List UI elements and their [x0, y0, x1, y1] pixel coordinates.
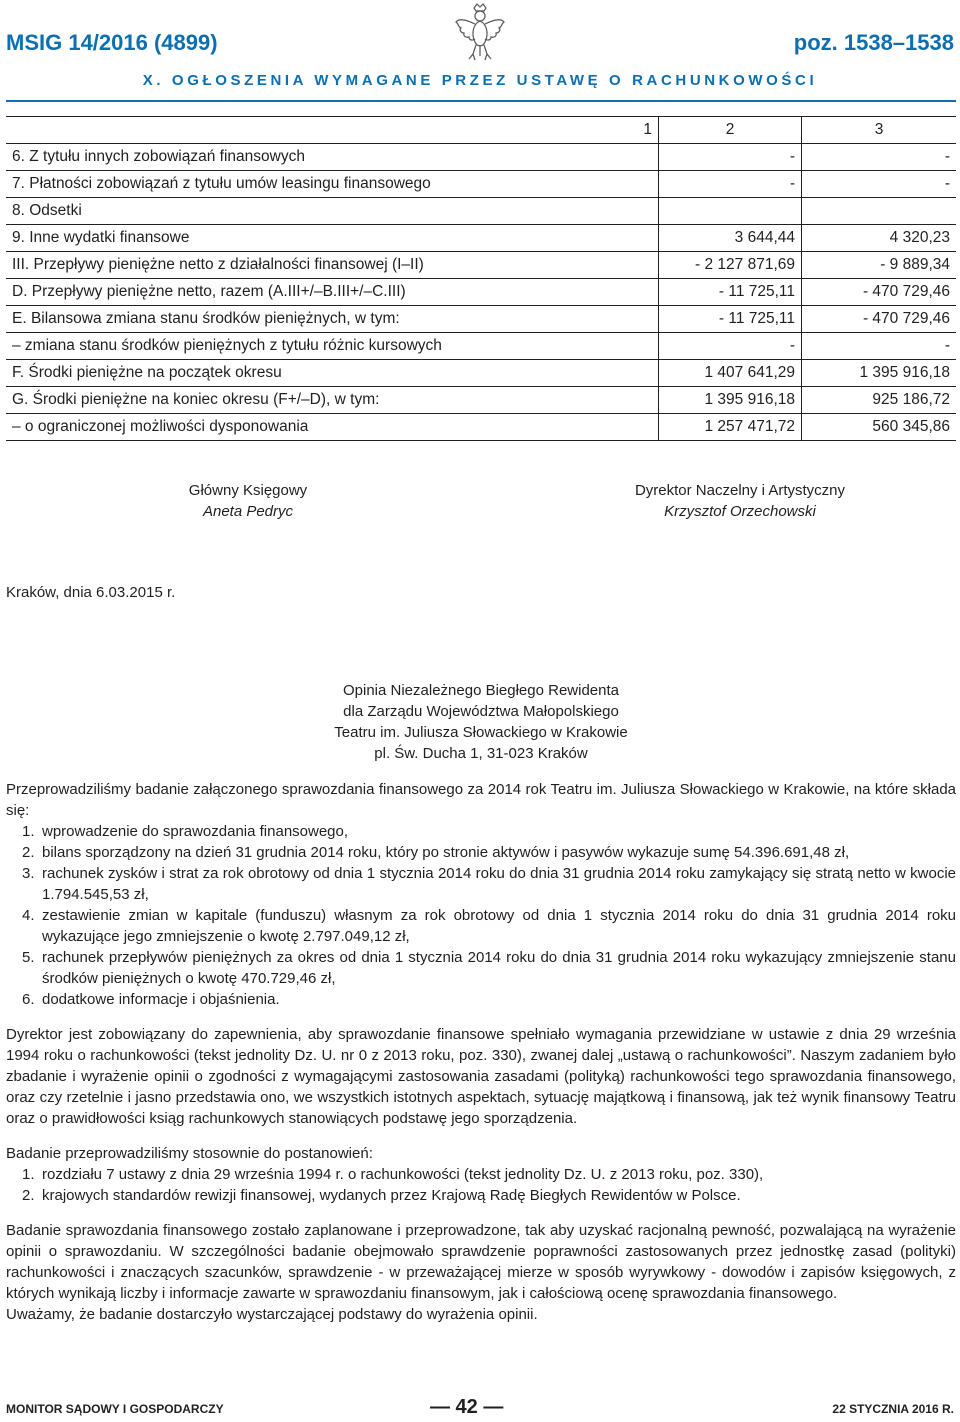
table-row: [6, 144, 956, 171]
row-value: -: [659, 171, 802, 198]
page-number: — 42 —: [430, 1396, 504, 1418]
row-value: -: [659, 144, 802, 171]
sufficiency-paragraph: Uważamy, że badanie dostarczyło wystarczającej podstawy do wyrażenia opinii.: [6, 1306, 538, 1323]
row-value: 925 186,72: [802, 387, 957, 414]
table-row: [6, 225, 956, 252]
table-row: [6, 252, 956, 279]
row-label: – o ograniczonej możliwości dysponowania: [6, 414, 659, 441]
opinion-body: [6, 779, 956, 1325]
row-value: [659, 198, 802, 225]
row-value: -: [802, 333, 957, 360]
row-label: E. Bilansowa zmiana stanu środków pieniężnych, w tym:: [6, 306, 659, 333]
row-label: 8. Odsetki: [6, 198, 659, 225]
opinion-title-line: dla Zarządu Województwa Małopolskiego: [343, 703, 619, 720]
table-row: [6, 306, 956, 333]
signature-director: [560, 480, 920, 522]
row-label: 6. Z tytułu innych zobowiązań finansowych: [6, 144, 659, 171]
table-row: [6, 387, 956, 414]
row-value: 1 407 641,29: [659, 360, 802, 387]
opinion-title-line: pl. Św. Ducha 1, 31-023 Kraków: [374, 745, 588, 762]
position-number: poz. 1538–1538: [793, 30, 954, 55]
header-divider: [6, 100, 956, 102]
signature-name: Krzysztof Orzechowski: [664, 503, 816, 520]
row-value: 3 644,44: [659, 225, 802, 252]
signature-chief-accountant: [118, 480, 378, 522]
table-row: [6, 360, 956, 387]
row-value: - 11 725,11: [659, 306, 802, 333]
table-row: [6, 198, 956, 225]
list-item: 5. rachunek przepływów pieniężnych za okres od dnia 1 stycznia 2014 roku do dnia 31 grudnia 2014 roku wykazujący zmniejszenie stanu środków pieniężnych o kwotę 470.729,46 zł,: [22, 949, 956, 987]
column-header: 3: [802, 117, 957, 144]
row-value: 4 320,23: [802, 225, 957, 252]
list-item: 1. wprowadzenie do sprawozdania finansowego,: [22, 823, 349, 840]
row-label: D. Przepływy pieniężne netto, razem (A.III+/–B.III+/–C.III): [6, 279, 659, 306]
row-value: -: [802, 144, 957, 171]
list-item: 4. zestawienie zmian w kapitale (funduszu) własnym za rok obrotowy od dnia 1 stycznia 2014 roku do dnia 31 grudnia 2014 roku wykazujące jego zmniejszenie o kwotę 2.797.049,12 zł,: [22, 907, 956, 945]
list-item: 6. dodatkowe informacje i objaśnienia.: [22, 991, 280, 1008]
footer-publication: MONITOR SĄDOWY I GOSPODARCZY: [6, 1402, 224, 1416]
row-value: 1 257 471,72: [659, 414, 802, 441]
row-label: G. Środki pieniężne na koniec okresu (F+/–D), w tym:: [6, 387, 659, 414]
row-value: - 9 889,34: [802, 252, 957, 279]
table-row: [6, 171, 956, 198]
signature-role: Główny Księgowy: [188, 482, 308, 499]
statement-components-list: [6, 821, 956, 1010]
eagle-emblem-icon: [453, 2, 507, 62]
basis-intro: Badanie przeprowadziliśmy stosownie do postanowień:: [6, 1145, 373, 1162]
director-responsibility-paragraph: Dyrektor jest zobowiązany do zapewnienia, aby sprawozdanie finansowe spełniało wymagania przewidziane w ustawie z dnia 29 września 1994 roku o rachunkowości (tekst jednolity Dz. U. nr 0 z 2013 roku, poz. 330), zwanej dalej „ustawą o rachunkowości”. Naszym zadaniem było zbadanie i wyrażenie opinii o zgodności z wymagającymi zastosowania zasadami (polityką) rachunkowości tego sprawozdania finansowego, oraz czy rzetelnie i jasno przedstawia ono, we wszystkich istotnych aspektach, sytuację majątkową i finansową, jak też wynik finansowy Teatru oraz o prawidłowości ksiąg rachunkowych stanowiących podstawę jego sporządzenia.: [6, 1026, 956, 1127]
row-value: 1 395 916,18: [802, 360, 957, 387]
row-label: 7. Płatności zobowiązań z tytułu umów leasingu finansowego: [6, 171, 659, 198]
row-label: III. Przepływy pieniężne netto z działalności finansowej (I–II): [6, 252, 659, 279]
cash-flow-table: [6, 116, 956, 441]
row-value: - 470 729,46: [802, 306, 957, 333]
row-value: -: [802, 171, 957, 198]
row-value: - 2 127 871,69: [659, 252, 802, 279]
row-value: -: [659, 333, 802, 360]
section-title: X. OGŁOSZENIA WYMAGANE PRZEZ USTAWĘ O RACHUNKOWOŚCI: [142, 72, 818, 89]
opinion-title: [6, 680, 956, 764]
row-label: – zmiana stanu środków pieniężnych z tytułu różnic kursowych: [6, 333, 659, 360]
intro-paragraph: Przeprowadziliśmy badanie załączonego sprawozdania finansowego za 2014 rok Teatru im. Juliusza Słowackiego w Krakowie, na które składa się:: [6, 781, 956, 819]
row-value: - 470 729,46: [802, 279, 957, 306]
basis-list: [6, 1164, 956, 1206]
row-value: - 11 725,11: [659, 279, 802, 306]
row-label: F. Środki pieniężne na początek okresu: [6, 360, 659, 387]
row-value: 1 395 916,18: [659, 387, 802, 414]
column-header: 2: [659, 117, 802, 144]
opinion-title-line: Teatru im. Juliusza Słowackiego w Krakowie: [334, 724, 628, 741]
list-item: 2. krajowych standardów rewizji finansowej, wydanych przez Krajową Radę Biegłych Rewidentów w Polsce.: [22, 1187, 741, 1204]
table-header-row: [6, 117, 956, 144]
list-item: 1. rozdziału 7 ustawy z dnia 29 września 1994 r. o rachunkowości (tekst jednolity Dz. U. z 2013 roku, poz. 330),: [22, 1166, 764, 1183]
column-header: 1: [6, 117, 659, 144]
footer-date: 22 STYCZNIA 2016 R.: [832, 1402, 954, 1416]
signature-name: Aneta Pedryc: [202, 503, 294, 520]
list-item: 3. rachunek zysków i strat za rok obrotowy od dnia 1 stycznia 2014 roku do dnia 31 grudnia 2014 roku zamykający się stratą netto w kwocie 1.794.545,53 zł,: [22, 865, 956, 903]
opinion-title-line: Opinia Niezależnego Biegłego Rewidenta: [342, 682, 619, 699]
row-value: [802, 198, 957, 225]
table-row: [6, 333, 956, 360]
place-and-date: Kraków, dnia 6.03.2015 r.: [6, 584, 176, 601]
row-value: 560 345,86: [802, 414, 957, 441]
list-item: 2. bilans sporządzony na dzień 31 grudnia 2014 roku, który po stronie aktywów i pasywów wykazuje sumę 54.396.691,48 zł,: [22, 844, 850, 861]
table-row: [6, 414, 956, 441]
signature-role: Dyrektor Naczelny i Artystyczny: [634, 482, 846, 499]
table-row: [6, 279, 956, 306]
journal-issue: MSIG 14/2016 (4899): [6, 30, 218, 55]
planning-paragraph: Badanie sprawozdania finansowego zostało zaplanowane i przeprowadzone, tak aby uzyskać racjonalną pewność, pozwalającą na wyrażenie opinii o sprawozdaniu. W szczególności badanie obejmowało sprawdzenie poprawności zastosowanych przez jednostkę zasad (polityki) rachunkowości i znaczących szacunków, sprawdzenie - w przeważającej mierze w sposób wyrywkowy - dowodów i zapisów księgowych, z których wynikają liczby i informacje zawarte w sprawozdaniu finansowym, jak i całościową ocenę sprawozdania finansowego.: [6, 1222, 956, 1302]
row-label: 9. Inne wydatki finansowe: [6, 225, 659, 252]
